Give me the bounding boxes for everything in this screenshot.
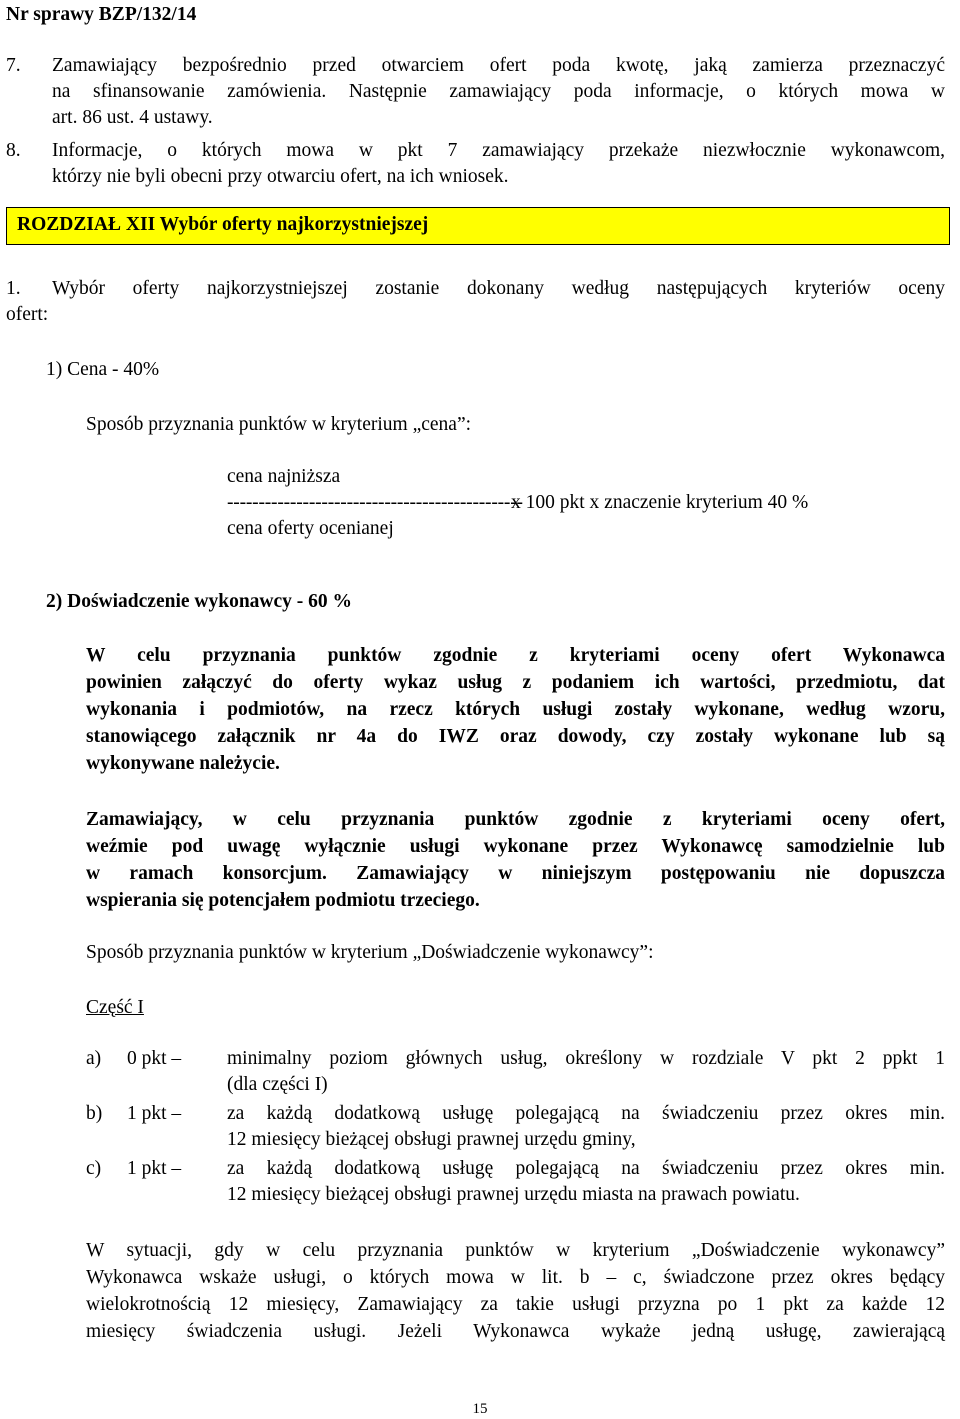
item-7-line-2: na sfinansowanie zamówienia. Następnie zamawiający poda informacje, o których mowa w — [52, 81, 945, 102]
experience-paragraph-3-line-3: wielokrotnością 12 miesięcy, Zamawiający za takie usługi przyzna po 1 pkt za każde 12 — [86, 1294, 945, 1315]
experience-paragraph-3-line-1: W sytuacji, gdy w celu przyznania punktów w kryterium „Doświadczenie wykonawcy” — [86, 1240, 945, 1261]
experience-paragraph-2-line-2: weźmie pod uwagę wyłącznie usługi wykonane przez Wykonawcę samodzielnie lub — [86, 836, 945, 857]
experience-paragraph-1-line-4: stanowiącego załącznik nr 4a do IWZ oraz dowody, czy zostały wykonane lub są — [86, 726, 945, 747]
scoring-b-letter: b) — [86, 1103, 103, 1124]
scoring-a-points: 0 pkt – — [127, 1048, 182, 1069]
experience-criterion-heading: 2) Doświadczenie wykonawcy - 60 % — [46, 591, 353, 612]
chapter-title: ROZDZIAŁ XII Wybór oferty najkorzystniejszej — [17, 214, 429, 235]
experience-paragraph-1-line-1: W celu przyznania punktów zgodnie z kryteriami oceny ofert Wykonawca — [86, 645, 945, 666]
experience-paragraph-3-line-4: miesięcy świadczenia usługi. Jeżeli Wykonawca wykaże jedną usługę, zawierającą — [86, 1321, 945, 1342]
item-7-number: 7. — [6, 55, 21, 76]
scoring-c-points: 1 pkt – — [127, 1158, 182, 1179]
experience-paragraph-2-line-3: w ramach konsorcjum. Zamawiający w niniejszym postępowaniu nie dopuszcza — [86, 863, 945, 884]
item-8-number: 8. — [6, 140, 21, 161]
scoring-c-line-1: za każdą dodatkową usługę polegającą na świadczeniu przez okres min. — [227, 1158, 945, 1179]
item-8-line-1: Informacje, o których mowa w pkt 7 zamawiający przekaże niezwłocznie wykonawcom, — [52, 140, 945, 161]
chapter-banner — [6, 207, 950, 245]
scoring-a-line-1: minimalny poziom głównych usług, określony w rozdziale V pkt 2 ppkt 1 — [227, 1048, 945, 1069]
scoring-c-line-2: 12 miesięcy bieżącej obsługi prawnej urzędu miasta na prawach powiatu. — [227, 1184, 800, 1205]
formula-numerator: cena najniższa — [227, 466, 341, 487]
experience-paragraph-3-line-2: Wykonawca wskaże usługi, o których mowa w lit. b – c, świadczone przez okres będący — [86, 1267, 945, 1288]
experience-method-text: Sposób przyznania punktów w kryterium „Doświadczenie wykonawcy”: — [86, 942, 654, 963]
scoring-b-line-1: za każdą dodatkową usługę polegającą na świadczeniu przez okres min. — [227, 1103, 945, 1124]
experience-paragraph-2-line-1: Zamawiający, w celu przyznania punktów zgodnie z kryteriami oceny ofert, — [86, 809, 945, 830]
formula-multiplier: x 100 pkt x znaczenie kryterium 40 % — [511, 492, 809, 513]
criteria-intro-number: 1. — [6, 278, 21, 299]
criteria-intro-line-2: ofert: — [6, 304, 49, 325]
item-8-line-2: którzy nie byli obecni przy otwarciu ofert, na ich wniosek. — [52, 166, 509, 187]
page-number: 15 — [472, 1401, 488, 1417]
formula-divider: ----------------------------------------------- — [227, 492, 523, 513]
experience-paragraph-2-line-4: wspierania się potencjałem podmiotu trzeciego. — [86, 890, 480, 911]
item-7-line-3: art. 86 ust. 4 ustawy. — [52, 107, 213, 128]
scoring-a-letter: a) — [86, 1048, 102, 1069]
price-criterion-heading: 1) Cena - 40% — [46, 359, 160, 380]
scoring-a-line-2: (dla części I) — [227, 1074, 328, 1095]
item-7-line-1: Zamawiający bezpośrednio przed otwarciem ofert poda kwotę, jaką zamierza przeznaczyć — [52, 55, 945, 76]
scoring-b-line-2: 12 miesięcy bieżącej obsługi prawnej urzędu gminy, — [227, 1129, 636, 1150]
experience-paragraph-1-line-2: powinien załączyć do oferty wykaz usług z podaniem ich wartości, przedmiotu, dat — [86, 672, 945, 693]
scoring-c-letter: c) — [86, 1158, 102, 1179]
price-method-text: Sposób przyznania punktów w kryterium „cena”: — [86, 414, 472, 435]
part-heading: Część I — [86, 997, 144, 1018]
criteria-intro-line-1: Wybór oferty najkorzystniejszej zostanie dokonany według następujących kryteriów oceny — [52, 278, 945, 299]
scoring-b-points: 1 pkt – — [127, 1103, 182, 1124]
experience-paragraph-1-line-5: wykonywane należycie. — [86, 753, 280, 774]
experience-paragraph-1-line-3: wykonania i podmiotów, na rzecz których usługi zostały wykonane, według wzoru, — [86, 699, 945, 720]
case-number: Nr sprawy BZP/132/14 — [6, 4, 197, 25]
formula-denominator: cena oferty ocenianej — [227, 518, 394, 539]
